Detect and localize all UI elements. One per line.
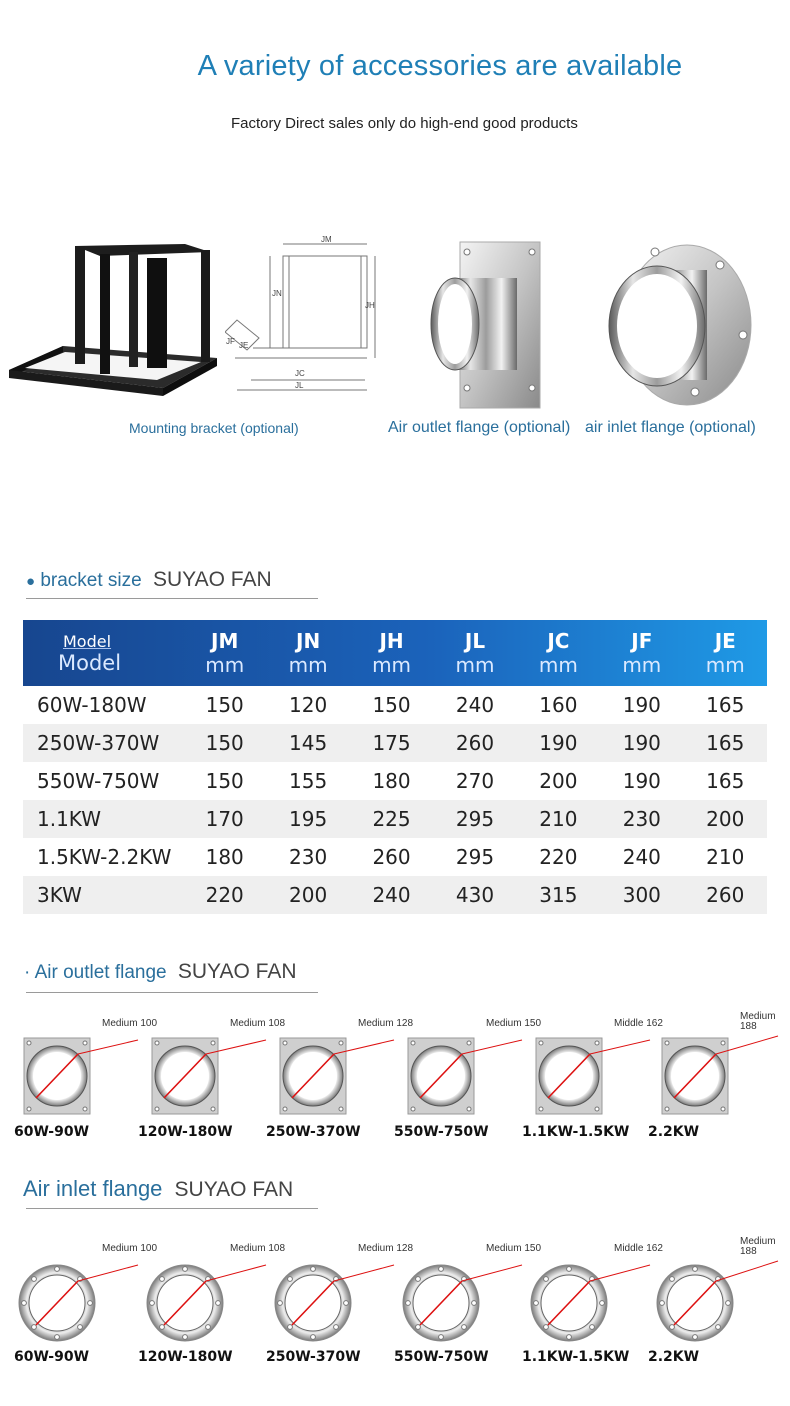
value-cell: 160 (539, 693, 578, 717)
inlet-section-header (23, 1176, 293, 1202)
value-cell: 315 (539, 883, 578, 907)
value-cell: 295 (455, 807, 495, 831)
flange-model-label: 1.1KW-1.5KW (522, 1349, 630, 1365)
outlet-flange-image (14, 1018, 142, 1118)
flange-size-note: Medium 100 (102, 1243, 158, 1254)
value-cell: 200 (706, 807, 745, 831)
value-cell: 165 (706, 769, 745, 793)
model-cell: 1.1KW (37, 807, 101, 831)
value-cell: 220 (539, 845, 578, 869)
flange-size-note: Medium 100 (102, 1018, 158, 1029)
outlet-flange-item (394, 1018, 542, 1148)
value-cell: 300 (622, 883, 661, 907)
col-header: JE mm (705, 629, 745, 677)
value-cell: 180 (205, 845, 244, 869)
bracket-section-header (26, 568, 272, 592)
value-cell: 270 (455, 769, 495, 793)
inlet-flange-item (14, 1243, 158, 1373)
outlet-flange-image (142, 1018, 270, 1118)
flange-model-label: 550W-750W (394, 1349, 489, 1365)
bullet-icon: ● (26, 573, 36, 590)
page-title: A variety of accessories are available (197, 50, 683, 82)
col-header: JF mm (622, 629, 662, 677)
dim-label-jl: JL (295, 381, 304, 390)
col-header: JC mm (538, 629, 578, 677)
col-header: JH mm (372, 629, 412, 677)
flange-model-label: 60W-90W (14, 1124, 90, 1140)
inlet-flange-image (398, 1243, 526, 1343)
dim-label-jf: JF (226, 337, 235, 346)
brand-name: SUYAO FAN (174, 1178, 294, 1201)
flange-size-note: Medium 108 (230, 1243, 286, 1254)
flange-model-label: 60W-90W (14, 1349, 90, 1365)
flange-model-label: 1.1KW-1.5KW (522, 1124, 630, 1140)
bracket-size-table (23, 620, 767, 914)
value-cell: 230 (289, 845, 328, 869)
outlet-flange-image (270, 1018, 398, 1118)
brand-name: SUYAO FAN (153, 568, 272, 591)
inlet-flange-item (648, 1236, 780, 1373)
inlet-caption: air inlet flange (optional) (585, 419, 756, 436)
outlet-flange-image (652, 1018, 780, 1118)
flange-size-note: Middle 162 (614, 1018, 663, 1029)
outlet-flange-item (138, 1018, 286, 1148)
inlet-flange-image (142, 1243, 270, 1343)
value-cell: 165 (706, 731, 745, 755)
outlet-flange-image (425, 240, 550, 410)
flange-size-note: Medium 128 (358, 1018, 414, 1029)
value-cell: 295 (455, 845, 495, 869)
inlet-flange-item (522, 1243, 663, 1373)
dim-label-jn: JN (272, 289, 282, 298)
inlet-flange-image (652, 1243, 780, 1343)
flange-size-note: Middle 162 (614, 1243, 663, 1254)
value-cell: 200 (289, 883, 328, 907)
inlet-flange-item (266, 1243, 414, 1373)
value-cell: 260 (372, 845, 411, 869)
inlet-flange-item (138, 1243, 286, 1373)
section-divider (26, 992, 318, 993)
col-header: JM mm (205, 629, 245, 677)
value-cell: 190 (622, 731, 661, 755)
table-row (23, 686, 767, 724)
value-cell: 225 (372, 807, 411, 831)
flange-model-label: 550W-750W (394, 1124, 489, 1140)
value-cell: 240 (622, 845, 661, 869)
flange-size-note: Medium 188 (740, 1011, 776, 1032)
value-cell: 210 (706, 845, 745, 869)
bracket-caption: Mounting bracket (optional) (129, 420, 299, 436)
mounting-bracket-image (5, 228, 220, 403)
value-cell: 180 (372, 769, 411, 793)
outlet-section-header: · Air outlet flange SUYAO FAN (24, 960, 297, 983)
outlet-section-title: Air outlet flange (34, 962, 167, 983)
flange-size-note: Medium 128 (358, 1243, 414, 1254)
model-cell: 3KW (37, 883, 82, 907)
outlet-flange-image (526, 1018, 654, 1118)
table-header-row (23, 620, 767, 686)
table-row (23, 838, 767, 876)
value-cell: 165 (706, 693, 745, 717)
flange-size-note: Medium 108 (230, 1018, 286, 1029)
model-cell: 550W-750W (37, 769, 160, 793)
bracket-section-title: bracket size (40, 570, 142, 591)
value-cell: 150 (205, 769, 244, 793)
flange-model-label: 2.2KW (648, 1349, 700, 1365)
flange-model-label: 120W-180W (138, 1124, 233, 1140)
inlet-flange-image (605, 240, 755, 410)
bracket-dimension-drawing (225, 232, 385, 402)
inlet-flange-image (526, 1243, 654, 1343)
value-cell: 120 (289, 693, 328, 717)
value-cell: 150 (205, 693, 244, 717)
flange-model-label: 250W-370W (266, 1349, 361, 1365)
outlet-flange-image (398, 1018, 526, 1118)
flange-size-note: Medium 150 (486, 1243, 542, 1254)
inlet-flange-item (394, 1243, 542, 1373)
outlet-flange-item (522, 1018, 663, 1148)
section-divider (26, 598, 318, 599)
value-cell: 175 (372, 731, 411, 755)
value-cell: 155 (289, 769, 328, 793)
value-cell: 220 (205, 883, 244, 907)
col-header: JL mm (455, 629, 495, 677)
table-row (23, 800, 767, 838)
value-cell: 260 (706, 883, 745, 907)
section-divider (26, 1208, 318, 1209)
outlet-flange-item (14, 1018, 158, 1148)
value-cell: 210 (539, 807, 578, 831)
dim-label-jc: JC (295, 369, 305, 378)
table-row (23, 762, 767, 800)
dim-label-jm: JM (321, 235, 332, 244)
col-header: JN mm (288, 629, 328, 677)
value-cell: 145 (289, 731, 328, 755)
value-cell: 170 (205, 807, 244, 831)
value-cell: 190 (539, 731, 578, 755)
dim-label-je: JE (239, 341, 249, 350)
table-row (23, 876, 767, 914)
value-cell: 190 (622, 769, 661, 793)
brand-name: SUYAO FAN (177, 960, 297, 983)
page-subtitle: Factory Direct sales only do high-end good products (231, 115, 578, 132)
value-cell: 240 (455, 693, 495, 717)
model-header: Model Model (58, 631, 122, 675)
value-cell: 190 (622, 693, 661, 717)
model-cell: 60W-180W (37, 693, 147, 717)
model-cell: 1.5KW-2.2KW (37, 845, 172, 869)
value-cell: 150 (205, 731, 244, 755)
outlet-flange-item (266, 1018, 414, 1148)
inlet-flange-image (14, 1243, 142, 1343)
value-cell: 150 (372, 693, 411, 717)
flange-size-note: Medium 188 (740, 1236, 776, 1257)
model-cell: 250W-370W (37, 731, 160, 755)
flange-model-label: 250W-370W (266, 1124, 361, 1140)
flange-size-note: Medium 150 (486, 1018, 542, 1029)
flange-model-label: 120W-180W (138, 1349, 233, 1365)
value-cell: 430 (455, 883, 495, 907)
inlet-flange-image (270, 1243, 398, 1343)
value-cell: 200 (539, 769, 578, 793)
value-cell: 195 (289, 807, 328, 831)
value-cell: 230 (622, 807, 661, 831)
outlet-flange-item (648, 1011, 780, 1148)
flange-model-label: 2.2KW (648, 1124, 700, 1140)
table-row (23, 724, 767, 762)
value-cell: 260 (455, 731, 495, 755)
outlet-caption: Air outlet flange (optional) (388, 419, 571, 436)
value-cell: 240 (372, 883, 411, 907)
dim-label-jh: JH (365, 301, 375, 310)
inlet-section-title: Air inlet flange (23, 1176, 163, 1201)
